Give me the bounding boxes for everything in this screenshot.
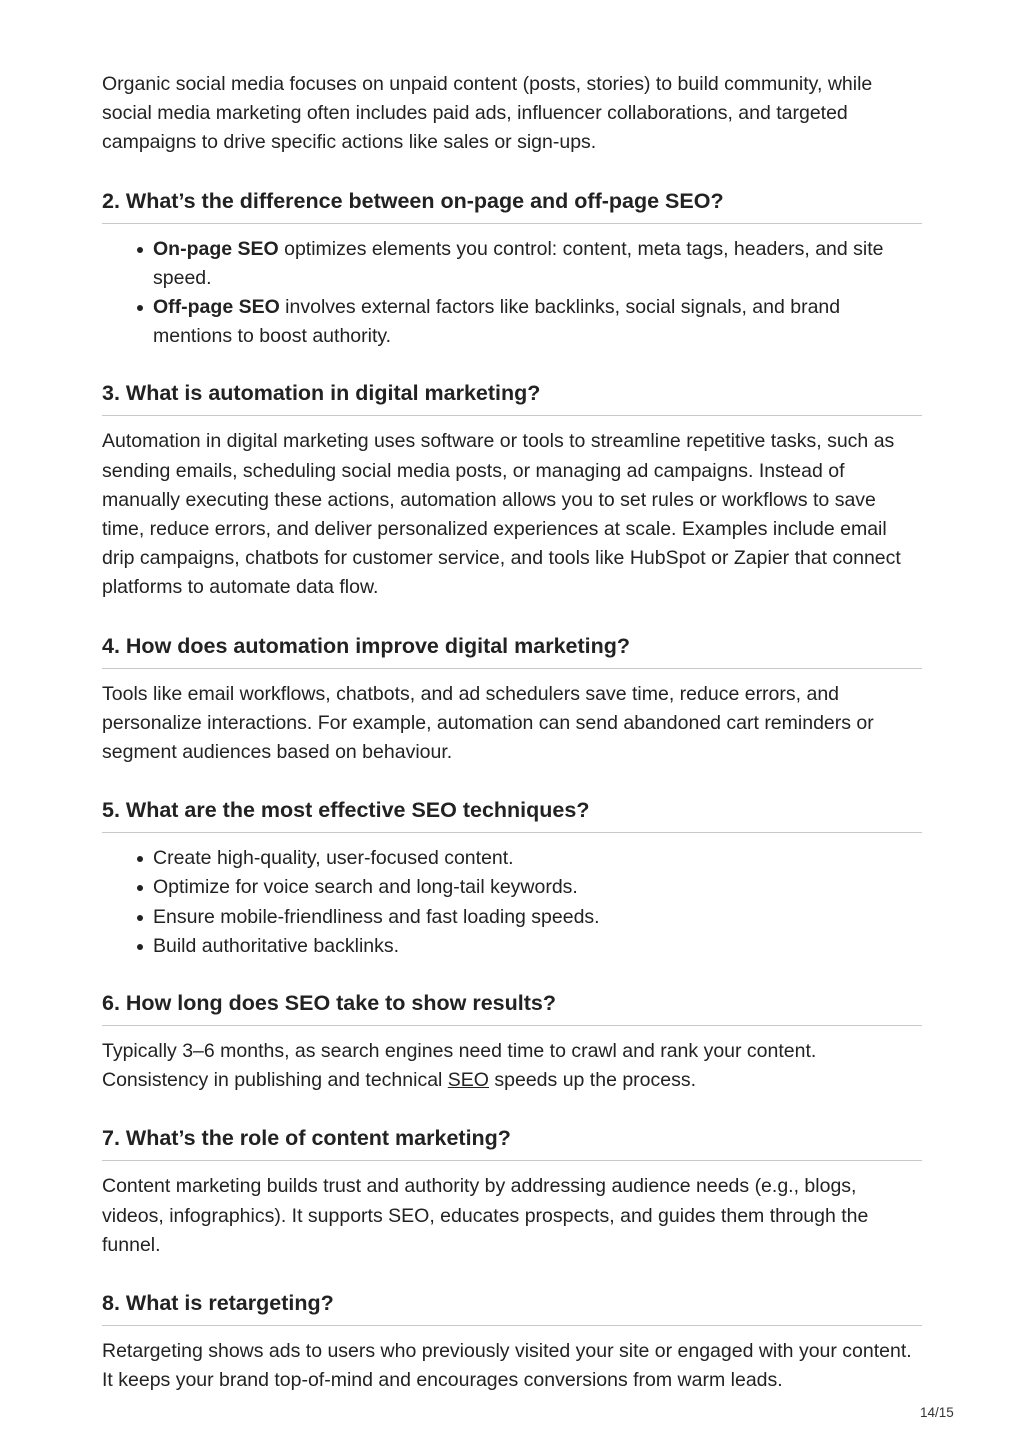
section-heading: 5. What are the most effective SEO techniques? xyxy=(102,797,922,833)
section-heading: 4. How does automation improve digital marketing? xyxy=(102,633,922,669)
page-number: 14/15 xyxy=(920,1405,954,1420)
section-paragraph: Content marketing builds trust and authority by addressing audience needs (e.g., blogs, videos, infographics). It supports SEO, educates prospects, and guides them through the funnel. xyxy=(102,1175,869,1256)
paragraph-text-end: speeds up the process. xyxy=(488,1069,697,1092)
faq-section-4 xyxy=(102,633,922,768)
section-paragraph: Retargeting shows ads to users who previously visited your site or engaged with your content. It keeps your brand top-of-mind and encourages conversions from warm leads. xyxy=(102,1340,912,1392)
list-item-term: On-page SEO xyxy=(153,237,279,260)
document-page xyxy=(102,70,922,1425)
intro-paragraph: Organic social media focuses on unpaid content (posts, stories) to build community, while social media marketing often includes paid ads, influencer collaborations, and targeted campaigns to drive specific actions like sales or sign-ups. xyxy=(102,73,873,154)
faq-section-3 xyxy=(102,380,922,602)
section-heading: 7. What’s the role of content marketing? xyxy=(102,1125,922,1161)
section-paragraph: Tools like email workflows, chatbots, and ad schedulers save time, reduce errors, and personalize interactions. For example, automation can send abandoned cart reminders or segment audiences based on behaviour. xyxy=(102,682,874,764)
section-heading: 2. What’s the difference between on-page and off-page SEO? xyxy=(102,188,922,224)
section-heading: 8. What is retargeting? xyxy=(102,1290,922,1326)
faq-section-6 xyxy=(102,990,922,1095)
list-item xyxy=(153,235,922,293)
seo-link[interactable]: SEO xyxy=(447,1069,489,1092)
section-heading: 3. What is automation in digital marketing? xyxy=(102,380,922,416)
list-item: Ensure mobile-friendliness and fast loading speeds. xyxy=(153,903,922,932)
section-heading: 6. How long does SEO take to show results? xyxy=(102,990,922,1026)
faq-section-8 xyxy=(102,1290,922,1395)
list-item: Optimize for voice search and long-tail keywords. xyxy=(153,873,922,902)
list-item: Build authoritative backlinks. xyxy=(153,932,922,961)
list-item-text: involves external factors like backlinks, social signals, and brand mentions to boost authority. xyxy=(153,296,841,348)
section-paragraph xyxy=(102,1037,922,1095)
list-item-term: Off-page SEO xyxy=(153,296,280,319)
faq-section-5 xyxy=(102,797,922,961)
section-paragraph: Automation in digital marketing uses software or tools to streamline repetitive tasks, such as sending emails, scheduling social media posts, or managing ad campaigns. Instead of manually executing these actions, automation allows you to set rules or workflows to save time, reduce errors, and deliver personalized experiences at scale. Examples include email drip campaigns, chatbots for customer service, and tools like HubSpot or Zapier that connect platforms to automate data flow. xyxy=(102,430,901,599)
faq-section-7 xyxy=(102,1125,922,1260)
paragraph-text-start: Typically 3–6 months, as search engines need time to crawl and rank your content. Consistency in publishing and technical xyxy=(102,1040,817,1092)
seo-techniques-list xyxy=(102,844,922,961)
list-item xyxy=(153,293,922,351)
list-item-text: optimizes elements you control: content, meta tags, headers, and site speed. xyxy=(153,237,884,289)
faq-section-2 xyxy=(102,188,922,352)
list-item: Create high-quality, user-focused content. xyxy=(153,844,922,873)
seo-types-list xyxy=(102,235,922,352)
